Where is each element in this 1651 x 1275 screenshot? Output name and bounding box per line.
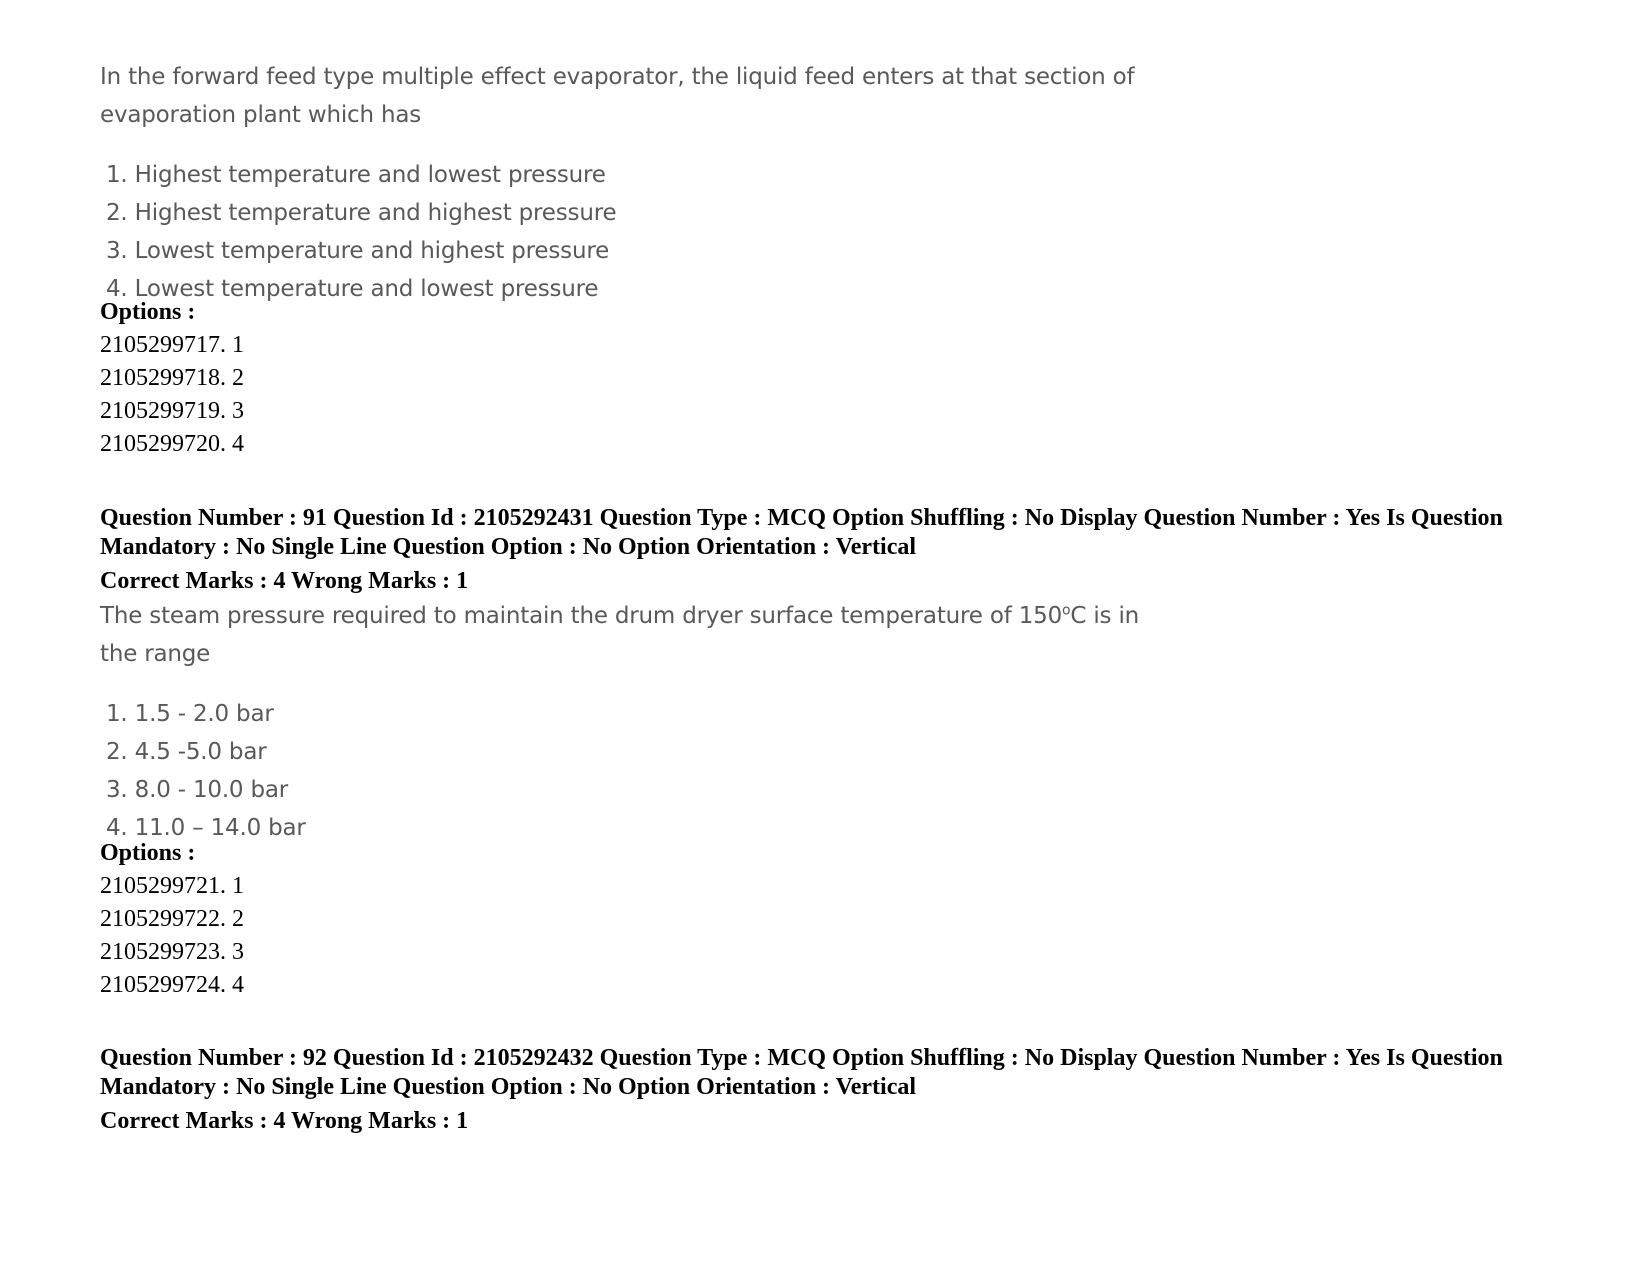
question-92-header <box>100 1044 1540 1136</box>
question-90-image <box>100 58 1134 308</box>
option-line: 2105299719. 3 <box>100 398 244 424</box>
option-line: 2105299724. 4 <box>100 972 244 998</box>
question-91-choice-4: 4. 11.0 – 14.0 bar <box>106 815 306 841</box>
degree-superscript: o <box>1062 602 1071 619</box>
question-92-meta: Question Number : 92 Question Id : 2105292432 Question Type : MCQ Option Shuffling : No Display Question Number : Yes Is Question Mandatory : No Single Line Question Option : No Option Orientation : Vertical <box>100 1045 1503 1100</box>
question-90-stem-line-1: In the forward feed type multiple effect evaporator, the liquid feed enters at that section of <box>100 64 1135 90</box>
question-90-choices <box>100 156 1134 308</box>
question-90-choice-3: 3. Lowest temperature and highest pressure <box>106 238 610 264</box>
question-91-header <box>100 504 1540 596</box>
question-91-stem-line-1 <box>100 597 1139 635</box>
option-line: 2105299720. 4 <box>100 431 244 457</box>
question-91-choice-3: 3. 8.0 - 10.0 bar <box>106 777 289 803</box>
question-90-choice-2: 2. Highest temperature and highest pressure <box>106 200 617 226</box>
question-91-meta: Question Number : 91 Question Id : 2105292431 Question Type : MCQ Option Shuffling : No Display Question Number : Yes Is Question Mandatory : No Single Line Question Option : No Option Orientation : Vertical <box>100 505 1503 560</box>
option-line: 2105299721. 1 <box>100 873 244 899</box>
question-91-marks: Correct Marks : 4 Wrong Marks : 1 <box>100 568 469 594</box>
question-91-stem-line-2: the range <box>100 641 211 667</box>
question-91-image <box>100 597 1139 847</box>
option-line: 2105299718. 2 <box>100 365 244 391</box>
question-91-choice-2: 2. 4.5 -5.0 bar <box>106 739 267 765</box>
options-label: Options : <box>100 299 196 325</box>
question-90-options <box>100 296 244 461</box>
question-91-choices <box>100 695 1139 847</box>
option-line: 2105299717. 1 <box>100 332 244 358</box>
option-line: 2105299722. 2 <box>100 906 244 932</box>
question-90-choice-1: 1. Highest temperature and lowest pressure <box>106 162 606 188</box>
stem-text: The steam pressure required to maintain the drum dryer surface temperature of 150 <box>100 603 1063 629</box>
options-label: Options : <box>100 840 196 866</box>
question-91-options <box>100 837 244 1002</box>
stem-text: C is in <box>1070 603 1140 629</box>
question-90-stem-line-2: evaporation plant which has <box>100 102 422 128</box>
option-line: 2105299723. 3 <box>100 939 244 965</box>
question-92-marks: Correct Marks : 4 Wrong Marks : 1 <box>100 1108 469 1134</box>
question-91-choice-1: 1. 1.5 - 2.0 bar <box>106 701 274 727</box>
question-90-choice-4: 4. Lowest temperature and lowest pressure <box>106 276 599 302</box>
